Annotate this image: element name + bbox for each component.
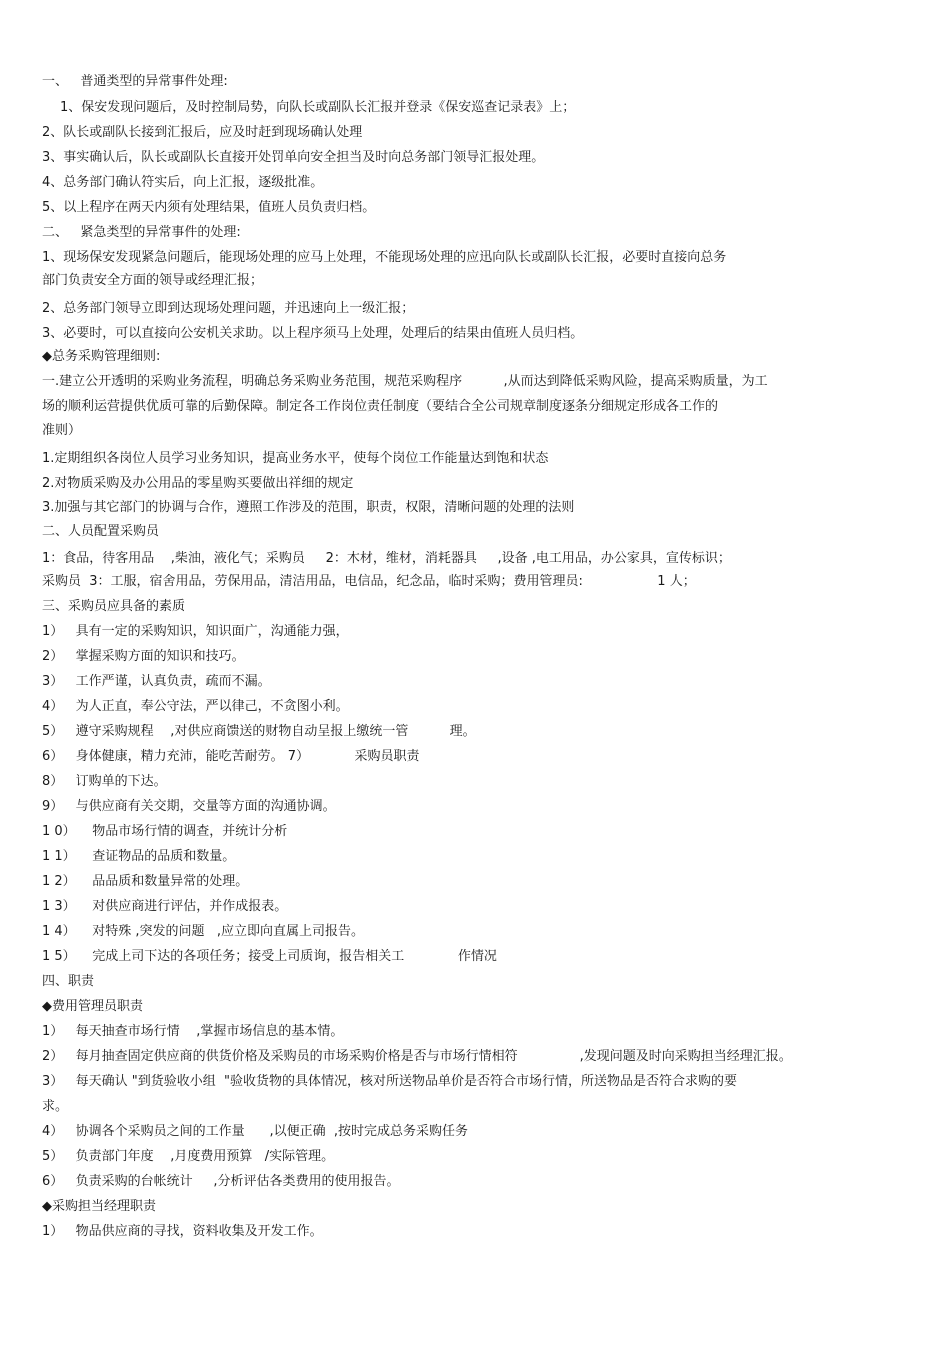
text-line: 4、总务部门确认符实后，向上汇报，逐级批准。	[42, 175, 324, 190]
list-item: 1） 每天抽查市场行情 ,掌握市场信息的基本情。	[42, 1024, 344, 1039]
list-item: 2） 每月抽查固定供应商的供货价格及采购员的市场采购价格是否与市场行情相符 ,发现问题及时向采购担当经理汇报。	[42, 1049, 792, 1064]
list-item: 3） 工作严谨，认真负责，疏而不漏。	[42, 674, 271, 689]
text-line: 一.建立公开透明的采购业务流程，明确总务采购业务范围，规范采购程序 ,从而达到降低采购风险，提高采购质量，为工	[42, 374, 768, 389]
text-line: 1、现场保安发现紧急问题后，能现场处理的应马上处理，不能现场处理的应迅向队长或副队长汇报，必要时直接向总务	[42, 250, 727, 265]
heading-urgent-events: 二、 紧急类型的异常事件的处理:	[42, 225, 241, 240]
list-item: 1 5） 完成上司下达的各项任务；接受上司质询，报告相关工 作情况	[42, 949, 497, 964]
list-item: 2） 掌握采购方面的知识和技巧。	[42, 649, 245, 664]
list-item: 6） 负责采购的台帐统计 ,分析评估各类费用的使用报告。	[42, 1174, 400, 1189]
text-line: 1.定期组织各岗位人员学习业务知识，提高业务水平，使每个岗位工作能量达到饱和状态	[42, 451, 549, 466]
text-line: 求。	[42, 1099, 69, 1114]
text-line: 1、保安发现问题后，及时控制局势，向队长或副队长汇报并登录《保安巡查记录表》上；	[60, 100, 576, 115]
list-item: 5） 遵守采购规程 ,对供应商馈送的财物自动呈报上缴统一管 理。	[42, 724, 476, 739]
text-line: 采购员 3：工服，宿舍用品，劳保用品，清洁用品，电信品，纪念品，临时采购；费用管理员: 1 人；	[42, 574, 696, 589]
list-item: 4） 为人正直，奉公守法，严以律己，不贪图小利。	[42, 699, 349, 714]
text-line: 3、必要时，可以直接向公安机关求助。以上程序须马上处理，处理后的结果由值班人员归档。	[42, 326, 584, 341]
text-line: 3.加强与其它部门的协调与合作，遵照工作涉及的范围，职责，权限，清晰问题的处理的法则	[42, 500, 575, 515]
text-line: 1：食品，待客用品 ,柴油，液化气；采购员 2：木材，维材，消耗器具 ,设备 ,电工用品，办公家具，宣传标识；	[42, 551, 731, 566]
text-line: 部门负责安全方面的领导或经理汇报；	[42, 273, 264, 288]
list-item: 6） 身体健康，精力充沛，能吃苦耐劳。 7） 采购员职责	[42, 749, 420, 764]
heading-duties: 四、职责	[42, 974, 95, 989]
list-item: 1） 物品供应商的寻找，资料收集及开发工作。	[42, 1224, 323, 1239]
heading-qualities: 三、采购员应具备的素质	[42, 599, 186, 614]
list-item: 1） 具有一定的采购知识，知识面广，沟通能力强，	[42, 624, 349, 639]
text-line: 3、事实确认后，队长或副队长直接开处罚单向安全担当及时向总务部门领导汇报处理。	[42, 150, 545, 165]
text-line: 场的顺利运营提供优质可靠的后勤保障。制定各工作岗位责任制度（要结合全公司规章制度逐条分细规定形成各工作的	[42, 399, 719, 414]
heading-procurement-rules: ◆总务采购管理细则:	[42, 349, 161, 364]
text-line: 2、队长或副队长接到汇报后，应及时赶到现场确认处理	[42, 125, 363, 140]
list-item: 9） 与供应商有关交期，交量等方面的沟通协调。	[42, 799, 336, 814]
list-item: 1 4） 对特殊 ,突发的问题 ,应立即向直属上司报告。	[42, 924, 364, 939]
heading-expense-manager: ◆费用管理员职责	[42, 999, 143, 1014]
list-item: 8） 订购单的下达。	[42, 774, 167, 789]
heading-procurement-manager: ◆采购担当经理职责	[42, 1199, 156, 1214]
list-item: 1 3） 对供应商进行评估，并作成报表。	[42, 899, 288, 914]
text-line: 准则）	[42, 423, 82, 438]
list-item: 1 2） 品品质和数量异常的处理。	[42, 874, 249, 889]
heading-staffing: 二、人员配置采购员	[42, 524, 160, 539]
heading-normal-events: 一、 普通类型的异常事件处理:	[42, 74, 228, 89]
list-item: 4） 协调各个采购员之间的工作量 ,以便正确 ,按时完成总务采购任务	[42, 1124, 468, 1139]
text-line: 5、以上程序在两天内须有处理结果，值班人员负责归档。	[42, 200, 376, 215]
list-item: 1 1） 查证物品的品质和数量。	[42, 849, 236, 864]
list-item: 5） 负责部门年度 ,月度费用预算 /实际管理。	[42, 1149, 335, 1164]
list-item: 3） 每天确认 "到货验收小组 "验收货物的具体情况，核对所送物品单价是否符合市场行情，所送物品是否符合求购的要	[42, 1074, 738, 1089]
text-line: 2.对物质采购及办公用品的零星购买要做出祥细的规定	[42, 476, 354, 491]
list-item: 1 0） 物品市场行情的调查，并统计分析	[42, 824, 288, 839]
text-line: 2、总务部门领导立即到达现场处理问题，并迅速向上一级汇报；	[42, 301, 415, 316]
